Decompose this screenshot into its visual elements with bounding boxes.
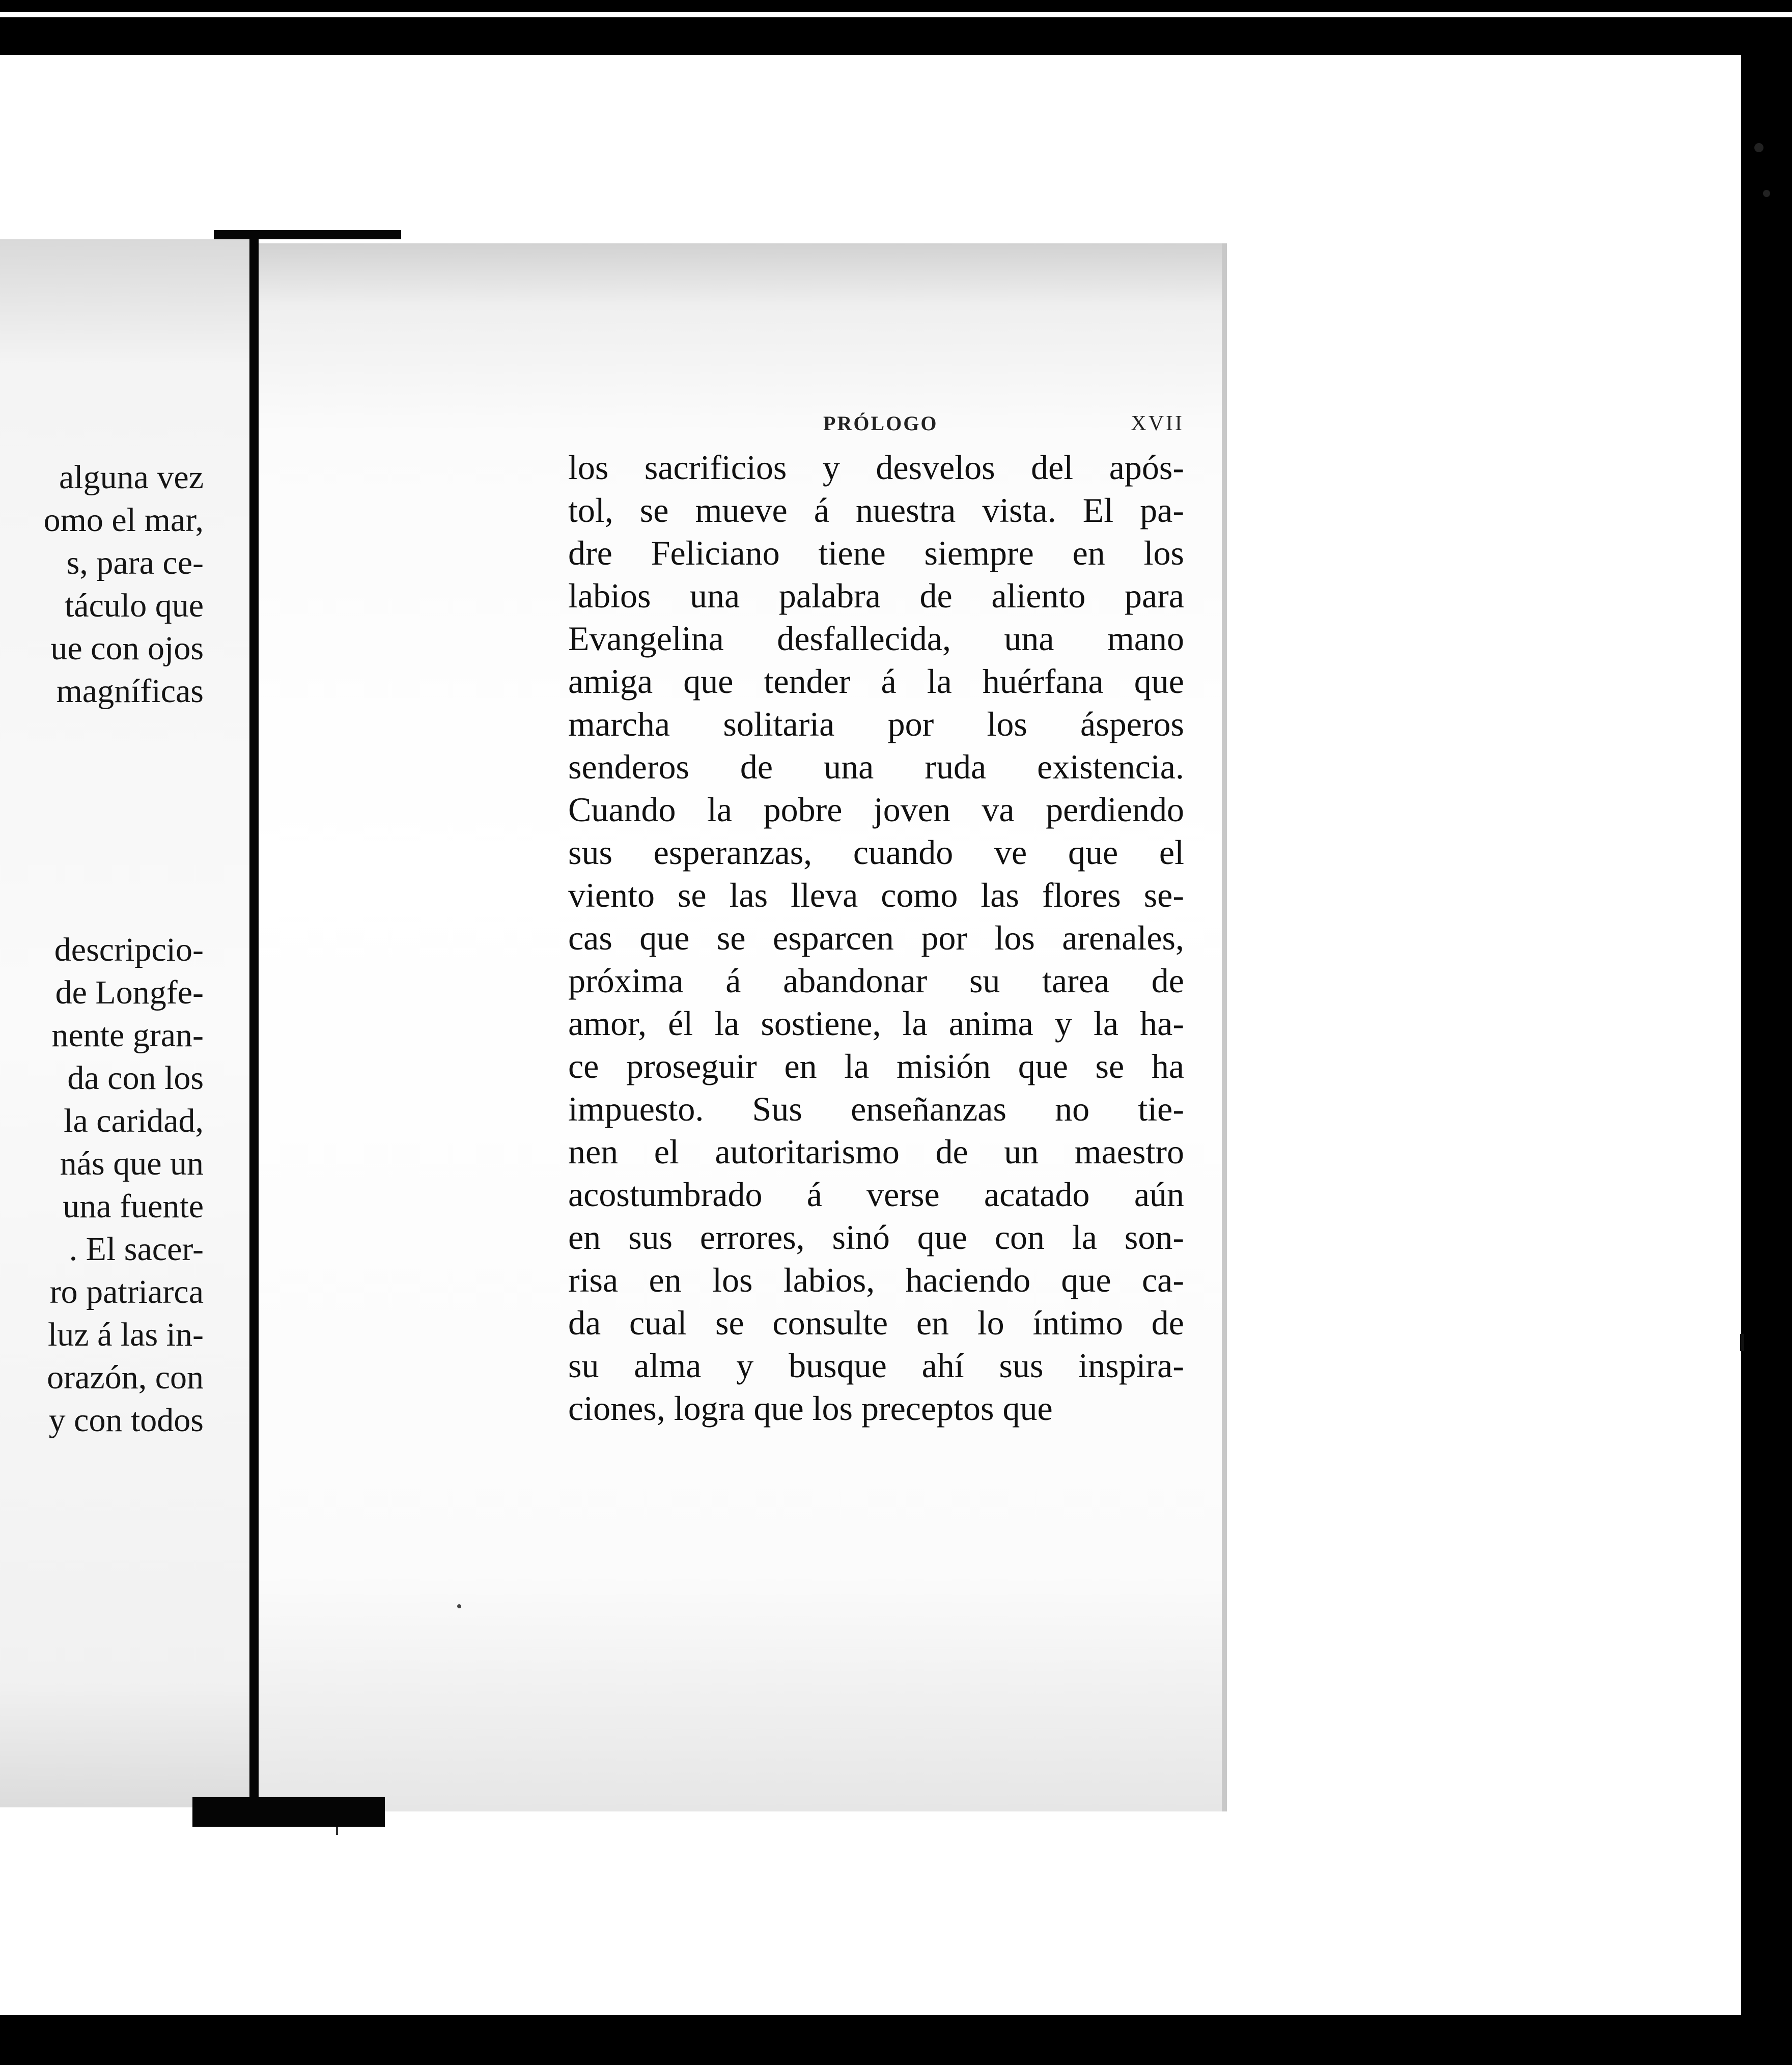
left-line: ro patriarca	[49, 1273, 204, 1310]
text-line: acostumbrado á verse acatado aún	[568, 1175, 1184, 1214]
text-line: su alma y busque ahí sus inspira-	[568, 1346, 1184, 1385]
text-line: los sacrificios y desvelos del após-	[568, 448, 1184, 487]
left-line: . El sacer-	[69, 1231, 204, 1268]
left-line: orazón, con	[47, 1359, 204, 1396]
text-line: viento se las lleva como las flores se-	[568, 876, 1184, 914]
page-number: XVII	[1131, 412, 1184, 435]
left-line: y con todos	[48, 1402, 204, 1439]
text-line: nen el autoritarismo de un maestro	[568, 1132, 1184, 1171]
left-line: magníficas	[56, 673, 204, 710]
left-line: nás que un	[60, 1145, 204, 1182]
left-line: descripcio-	[54, 931, 204, 968]
left-line: la caridad,	[64, 1102, 204, 1139]
text-line: sus esperanzas, cuando ve que el	[568, 833, 1184, 872]
left-line: nente gran-	[51, 1017, 204, 1054]
text-line: marcha solitaria por los ásperos	[568, 705, 1184, 743]
left-line: ue con ojos	[50, 630, 204, 667]
left-line: luz á las in-	[47, 1316, 204, 1353]
text-line: Evangelina desfallecida, una mano	[568, 619, 1184, 658]
text-line: dre Feliciano tiene siempre en los	[568, 534, 1184, 572]
left-line: s, para ce-	[66, 544, 204, 581]
left-line: táculo que	[64, 587, 204, 624]
left-line: de Longfe-	[55, 974, 204, 1011]
text-line: da cual se consulte en lo íntimo de	[568, 1303, 1184, 1342]
running-head-title: PRÓLOGO	[823, 412, 938, 435]
text-line: amiga que tender á la huérfana que	[568, 662, 1184, 701]
left-line: da con los	[67, 1059, 204, 1097]
text-line: Cuando la pobre joven va perdiendo	[568, 790, 1184, 829]
text-line: senderos de una ruda existencia.	[568, 747, 1184, 786]
text-line: impuesto. Sus enseñanzas no tie-	[568, 1090, 1184, 1128]
text-line: ciones, logra que los preceptos que	[568, 1389, 1053, 1428]
left-line: alguna vez	[59, 459, 204, 496]
text-line: en sus errores, sinó que con la son-	[568, 1218, 1184, 1257]
text-line: ce proseguir en la misión que se ha	[568, 1047, 1184, 1085]
left-line: omo el mar,	[43, 501, 204, 539]
text-line: próxima á abandonar su tarea de	[568, 961, 1184, 1000]
text-line: risa en los labios, haciendo que ca-	[568, 1261, 1184, 1299]
text-line: labios una palabra de aliento para	[568, 576, 1184, 615]
text-line: amor, él la sostiene, la anima y la ha-	[568, 1004, 1184, 1043]
text-line: cas que se esparcen por los arenales,	[568, 918, 1184, 957]
text-line: tol, se mueve á nuestra vista. El pa-	[568, 491, 1184, 529]
left-line: una fuente	[63, 1188, 204, 1225]
